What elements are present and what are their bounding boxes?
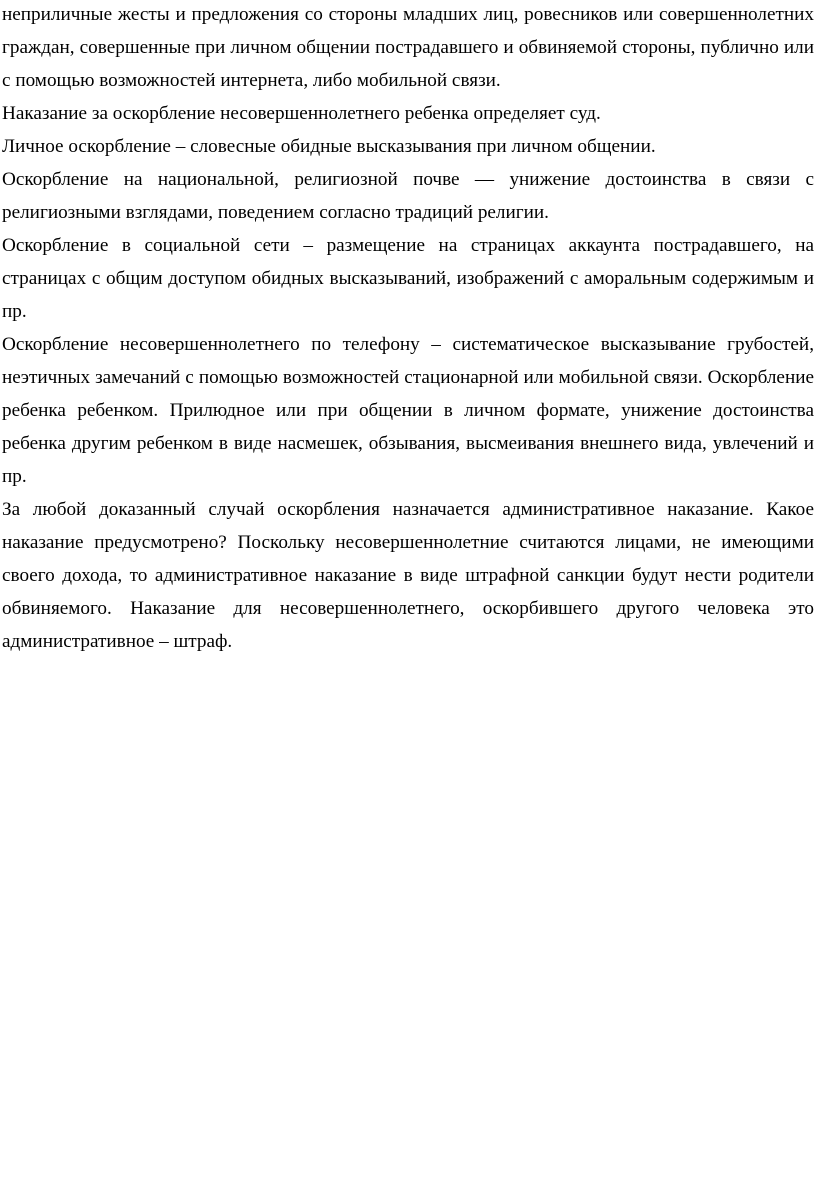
- paragraph-social-network-insult: Оскорбление в социальной сети – размещение на страницах аккаунта пострадавшего, на страницах с общим доступом обидных высказываний, изображений с аморальным содержимым и пр.: [2, 235, 814, 322]
- paragraph-phone-insult: Оскорбление несовершеннолетнего по телефону – систематическое высказывание грубостей, неэтичных замечаний с помощью возможностей стационарной или мобильной связи. Оскорбление ребенка ребенком. Прилюдное или при общении в личном формате, унижение достоинства ребенка другим ребенком в виде насмешек, обзывания, высмеивания внешнего вида, увлечений и пр.: [2, 334, 814, 487]
- paragraph-court-decides: Наказание за оскорбление несовершеннолетнего ребенка определяет суд.: [2, 103, 601, 124]
- paragraph-administrative-penalty: За любой доказанный случай оскорбления назначается административное наказание. Какое наказание предусмотрено? Поскольку несовершеннолетние считаются лицами, не имеющими своего дохода, то административное наказание в виде штрафной санкции будут нести родители обвиняемого. Наказание для несовершеннолетнего, оскорбившего другого человека это административное – штраф.: [2, 499, 814, 652]
- paragraph-religious-insult: Оскорбление на национальной, религиозной почве — унижение достоинства в связи с религиозными взглядами, поведением согласно традиций религии.: [2, 169, 814, 223]
- paragraph-personal-insult: Личное оскорбление – словесные обидные высказывания при личном общении.: [2, 136, 656, 157]
- document-body: [2, 0, 814, 658]
- paragraph-continued-text: неприличные жесты и предложения со стороны младших лиц, ровесников или совершеннолетних граждан, совершенные при личном общении пострадавшего и обвиняемой стороны, публично или с помощью возможностей интернета, либо мобильной связи.: [2, 4, 814, 91]
